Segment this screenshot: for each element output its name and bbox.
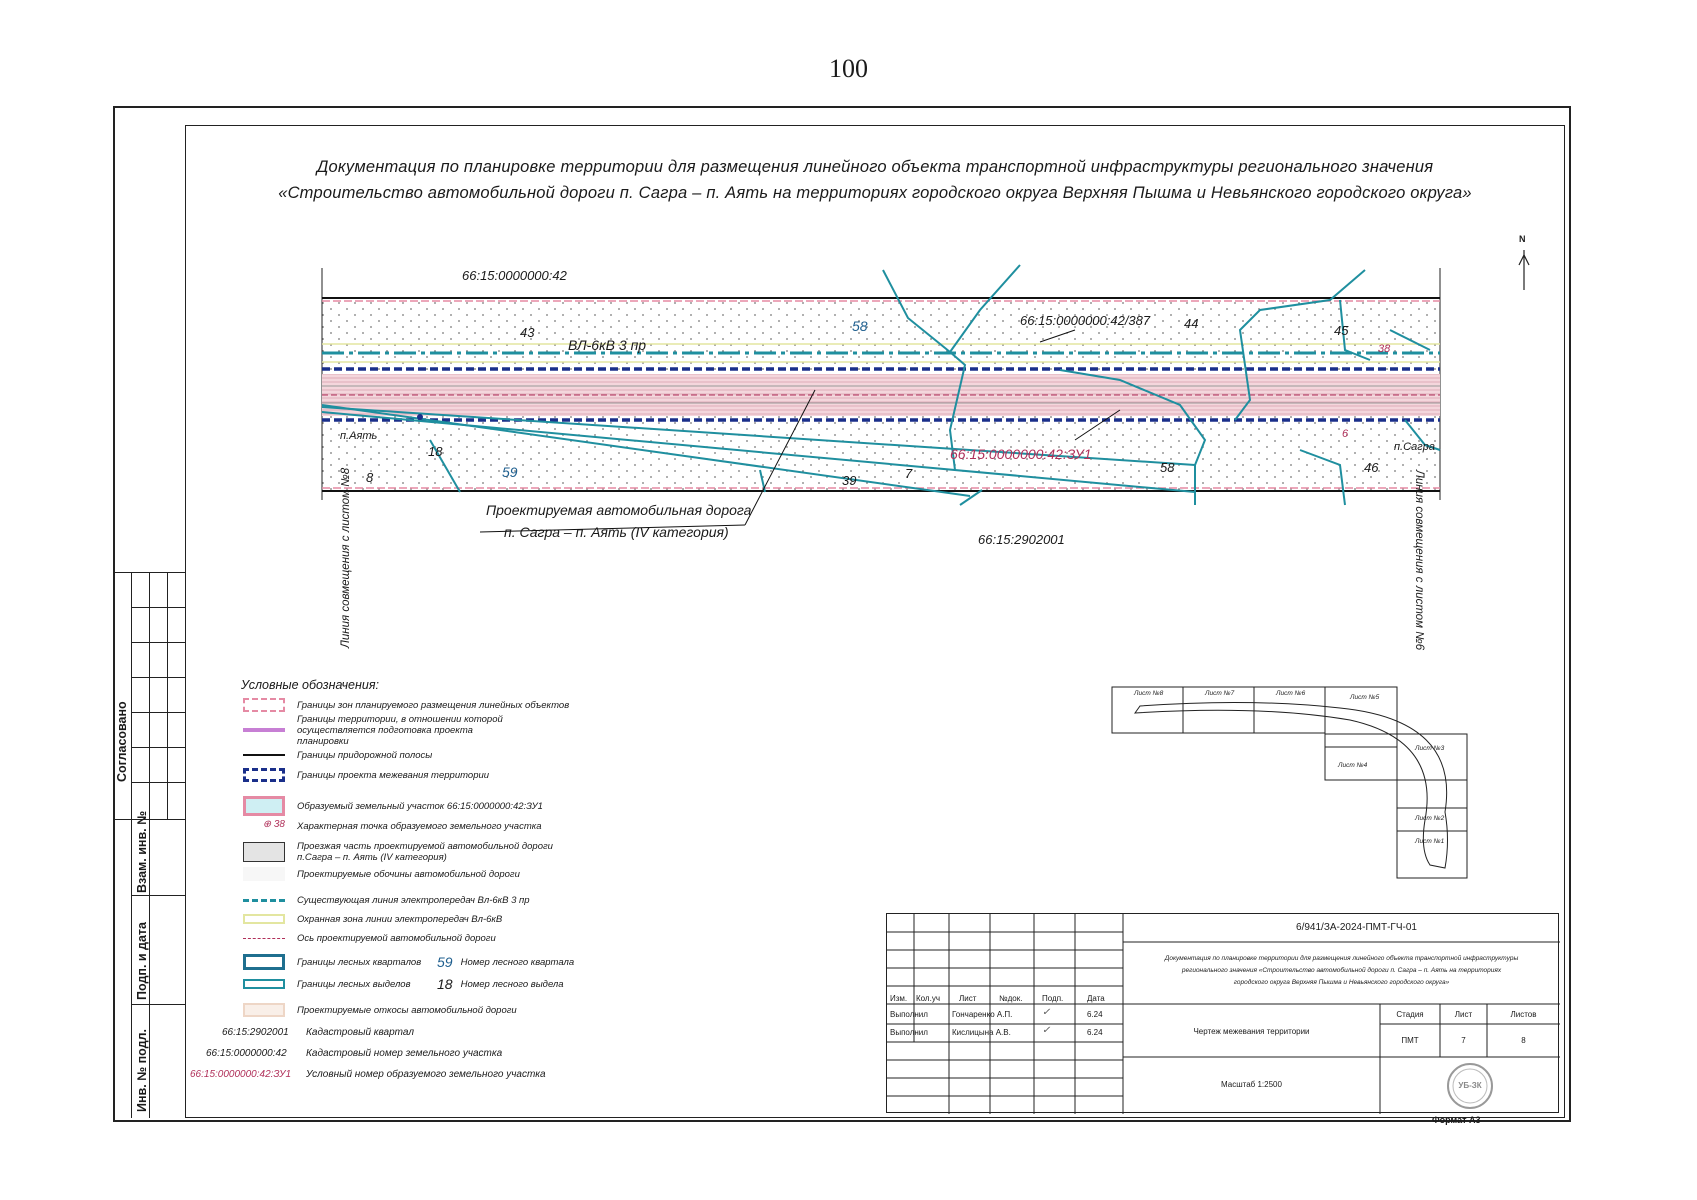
r2-date: 6.24 [1087, 1028, 1103, 1037]
key-sheet-2: Лист №2 [1415, 815, 1445, 822]
vydel-18: 18 [428, 444, 443, 459]
legend-cad-n: 66:15:0000000:42 [206, 1048, 287, 1059]
title-line-1: Документация по планировке территории для размещения линейного объекта транспортной инфраструктуры регионального значения [316, 158, 1434, 176]
vydel-6: 6 [1342, 428, 1349, 440]
road-label-2: п. Сагра – п. Аять (IV категория) [504, 524, 729, 540]
r2-name: Кислицына А.В. [952, 1028, 1011, 1037]
cad-label-zu1: 66:15:0000000:42:ЗУ1 [950, 446, 1092, 462]
swatch-territory [243, 728, 285, 732]
key-sheet-3: Лист №3 [1415, 745, 1445, 752]
quarter-45: 45 [1334, 323, 1349, 338]
doc-desc-3: городского округа Верхняя Пышма и Невьянского городского округа» [1233, 979, 1450, 986]
swatch-kvartal [243, 954, 285, 970]
vydel-8: 8 [366, 470, 374, 485]
match-line-right: Линия совмещения с листом №6 [1413, 470, 1425, 651]
r1-signature: ✓ [1042, 1007, 1051, 1018]
h-listov: Листов [1510, 1010, 1537, 1019]
legend-cad-n-text: Кадастровый номер земельного участка [306, 1048, 503, 1059]
h-koluch: Кол.уч [916, 994, 940, 1003]
match-line-left: Линия совмещения с листом №8 [340, 467, 352, 648]
side-vzam: Взам. инв. № [135, 810, 149, 893]
quarter-43: 43 [520, 325, 535, 340]
side-soglasovano: Согласовано [115, 701, 129, 782]
r2-role: Выполнил [890, 1028, 928, 1037]
key-sheet-5: Лист №5 [1350, 694, 1380, 701]
r2-signature: ✓ [1042, 1025, 1051, 1036]
title-block [886, 913, 1559, 1113]
quarter-58-top: 58 [852, 318, 868, 334]
h-izm: Изм. [890, 994, 908, 1003]
swatch-shoulders [243, 867, 285, 881]
company-logo: УБ-ЗК [1458, 1081, 1482, 1090]
quarter-46: 46 [1364, 460, 1379, 475]
side-podp: Подп. и дата [135, 921, 149, 1000]
point-38: 38 [1378, 343, 1391, 355]
power-line-label: ВЛ-6кВ 3 пр [568, 337, 647, 353]
key-sheet-8: Лист №8 [1134, 690, 1164, 697]
key-sheet-1: Лист №1 [1415, 838, 1445, 845]
quarter-58-bottom: 58 [1160, 460, 1175, 475]
h-list: Лист [959, 994, 977, 1003]
legend-title: Условные обозначения: [241, 678, 379, 692]
doc-desc-1: Документация по планировке территории для размещения линейного объекта транспортной инфраструктуры [1164, 955, 1519, 962]
key-sheet-6: Лист №6 [1276, 690, 1306, 697]
key-sheet-4: Лист №4 [1338, 762, 1368, 769]
sheet-title: Чертеж межевания территории [1193, 1027, 1310, 1036]
r1-name: Гончаренко А.П. [952, 1010, 1013, 1019]
swatch-axis [243, 938, 285, 939]
swatch-slopes [243, 1003, 285, 1017]
h-ndok: №док. [999, 994, 1023, 1003]
swatch-point: ⊕ 38 [262, 819, 285, 830]
swatch-vydel [243, 979, 285, 989]
doc-code: 6/941/ЗА-2024-ПМТ-ГЧ-01 [1296, 922, 1417, 933]
legend-cad-zu-text: Условный номер образуемого земельного участка [306, 1069, 546, 1080]
legend-cad-zu: 66:15:0000000:42:ЗУ1 [190, 1069, 292, 1080]
settlement-sagra: п.Сагра [1394, 441, 1435, 453]
quarter-59: 59 [502, 464, 518, 480]
swatch-protect [243, 914, 285, 924]
title-line-2: «Строительство автомобильной дороги п. Сагра – п. Аять на территориях городского округа Верхняя Пышма и Невьянского городского округа» [278, 184, 1472, 202]
swatch-zone [243, 698, 285, 712]
h-stadia: Стадия [1396, 1010, 1424, 1019]
r1-role: Выполнил [890, 1010, 928, 1019]
cad-label-387: 66:15:0000000:42/387 [1020, 313, 1151, 328]
swatch-survey [243, 768, 285, 782]
list-value: 7 [1461, 1036, 1466, 1045]
legend-cad-q: 66:15:2902001 [222, 1027, 289, 1038]
swatch-plot [243, 796, 285, 816]
page-number: 100 [829, 54, 868, 83]
north-label: N [1519, 234, 1526, 244]
legend-cad-q-text: Кадастровый квартал [306, 1027, 414, 1038]
h-podp: Подп. [1042, 994, 1064, 1003]
quarter-44: 44 [1184, 316, 1199, 331]
key-map [1112, 687, 1467, 878]
swatch-carriageway [243, 842, 285, 862]
h-listn: Лист [1454, 1010, 1473, 1019]
listov-value: 8 [1521, 1036, 1526, 1045]
cad-label-top: 66:15:0000000:42 [462, 268, 567, 283]
doc-desc-2: регионального значения «Строительство автомобильной дороги п. Сагра – п. Аять на территориях [1181, 967, 1502, 974]
road-label-1: Проектируемая автомобильная дорога [486, 502, 752, 518]
settlement-ayat: п.Аять [340, 430, 378, 442]
key-sheet-7: Лист №7 [1205, 690, 1235, 697]
scale: Масштаб 1:2500 [1221, 1080, 1282, 1089]
format-label: Формат А3 [1432, 1115, 1481, 1125]
swatch-roadside [243, 754, 285, 756]
side-inv: Инв. № подл. [135, 1029, 149, 1112]
r1-date: 6.24 [1087, 1010, 1103, 1019]
cad-label-quarter: 66:15:2902001 [978, 532, 1065, 547]
stadia-value: ПМТ [1401, 1036, 1419, 1045]
h-data: Дата [1087, 994, 1105, 1003]
vydel-7: 7 [905, 466, 913, 481]
swatch-powerline [243, 899, 285, 902]
vydel-39: 39 [842, 473, 857, 488]
